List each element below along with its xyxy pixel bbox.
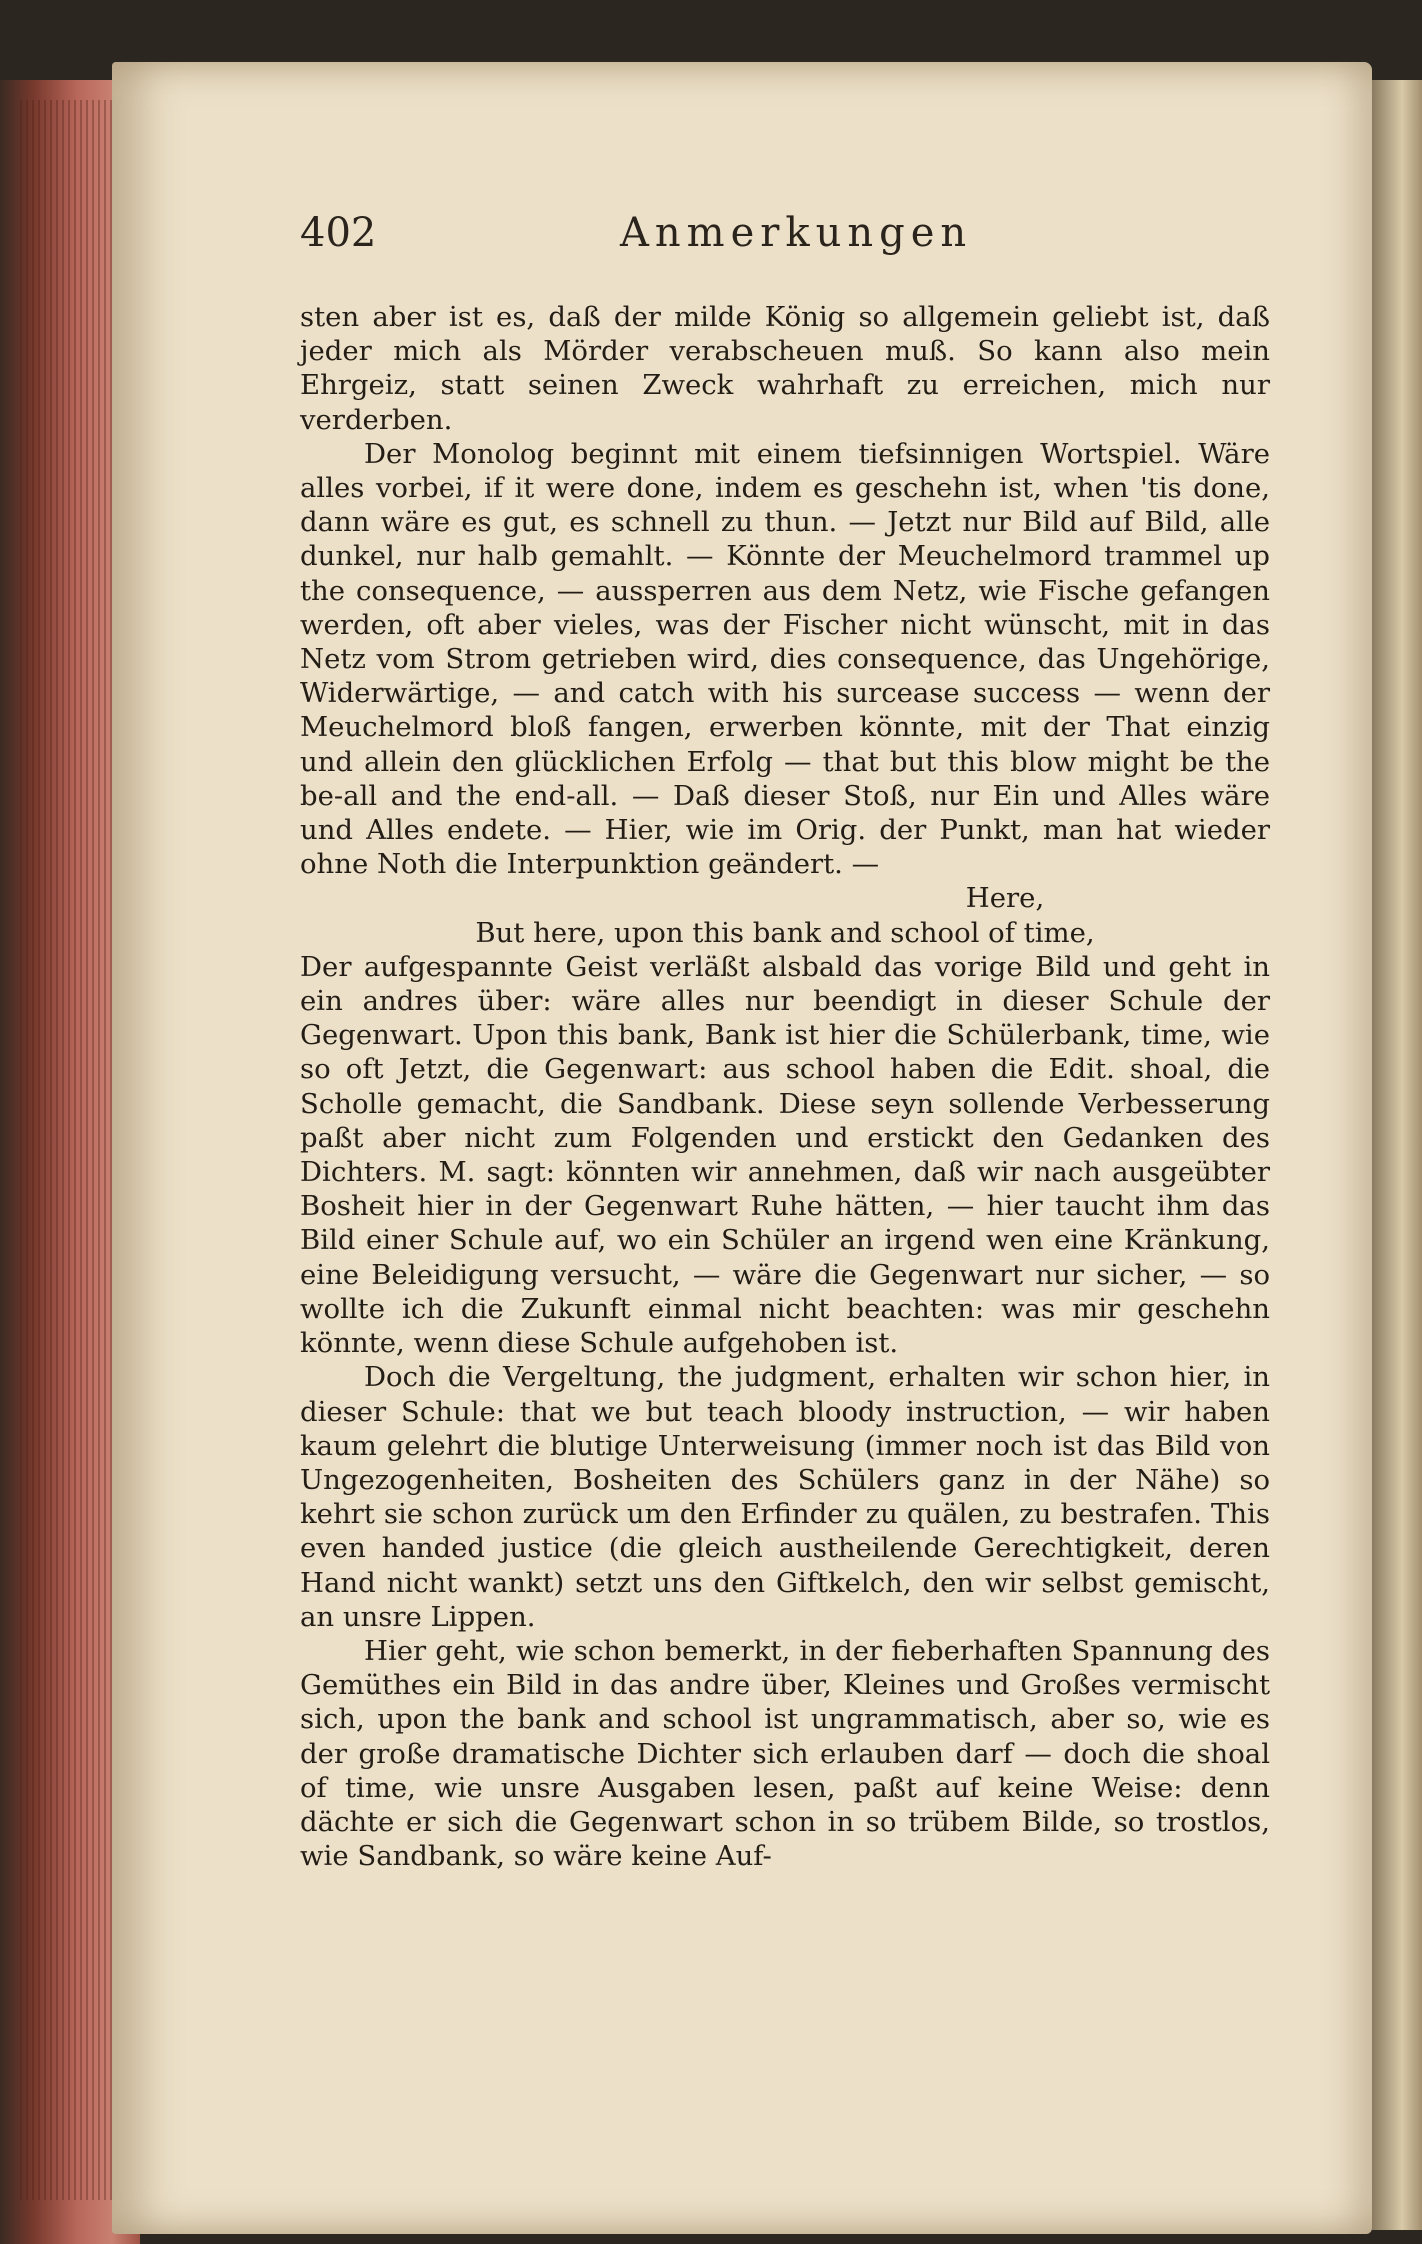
page-header bbox=[300, 210, 1260, 270]
running-title: Anmerkungen bbox=[620, 210, 973, 256]
paragraph-school: Der aufgespannte Geist verläßt alsbald das vorige Bild und geht in ein andres über: wäre alles nur beendigt in dieser Schule der Gegenwart. Upon this bank, Bank ist hier die Schülerbank, time, wie so oft Jetzt, die Gegenwart: aus school haben die Edit. shoal, die Scholle gemacht, die Sandbank. Diese seyn sollende Verbesserung paßt aber nicht zum Folgenden und erstickt den Gedanken des Dichters. M. sagt: könnten wir annehmen, daß wir nach ausgeübter Bosheit hier in der Gegenwart Ruhe hätten, — hier taucht ihm das Bild einer Schule auf, wo ein Schüler an irgend wen eine Kränkung, eine Beleidigung versucht, — wäre die Gegenwart nur sicher, — so wollte ich die Zukunft einmal nicht beachten: was mir geschehn könnte, wenn diese Schule aufgehoben ist. bbox=[300, 950, 1270, 1360]
page-body bbox=[300, 300, 1270, 1873]
paragraph-judgment: Doch die Vergeltung, the judgment, erhalten wir schon hier, in dieser Schule: that we but teach bloody instruction, — wir haben kaum gelehrt die blutige Unterweisung (immer noch ist das Bild von Ungezogenheiten, Bosheiten des Schülers ganz in der Nähe) so kehrt sie schon zurück um den Erfinder zu quälen, zu bestrafen. This even handed justice (die gleich austheilende Gerechtigkeit, deren Hand nicht wankt) setzt uns den Giftkelch, den wir selbst gemischt, an unsre Lippen. bbox=[300, 1361, 1270, 1633]
paragraph-continued: sten aber ist es, daß der milde König so allgemein geliebt ist, daß jeder mich als Mörder verabscheuen muß. So kann also mein Ehrgeiz, statt seinen Zweck wahrhaft zu erreichen, mich nur verderben. bbox=[300, 301, 1270, 436]
quote-line-bank: But here, upon this bank and school of time, bbox=[475, 916, 1095, 949]
facing-page-edge bbox=[1372, 80, 1422, 2230]
paragraph-shoal: Hier geht, wie schon bemerkt, in der fieberhaften Spannung des Gemüthes ein Bild in das andre über, Kleines und Großes vermischt sich, upon the bank and school ist ungrammatisch, aber so, wie es der große dramatische Dichter sich erlauben darf — doch die shoal of time, wie unsre Ausgaben lesen, paßt auf keine Weise: denn dächte er sich die Gegenwart schon in so trübem Bilde, so trostlos, wie Sandbank, so wäre keine Auf- bbox=[300, 1634, 1270, 1873]
page-number: 402 bbox=[300, 210, 377, 256]
paragraph-monolog: Der Monolog beginnt mit einem tiefsinnigen Wortspiel. Wäre alles vorbei, if it were done, indem es geschehn ist, when 'tis done, dann wäre es gut, es schnell zu thun. — Jetzt nur Bild auf Bild, alle dunkel, nur halb gemahlt. — Könnte der Meuchelmord trammel up the consequence, — aussperren aus dem Netz, wie Fische gefangen werden, oft aber vieles, was der Fischer nicht wünscht, mit in das Netz vom Strom getrieben wird, dies consequence, das Ungehörige, Widerwärtige, — and catch with his surcease success — wenn der Meuchelmord bloß fangen, erwerben könnte, mit der That einzig und allein den glücklichen Erfolg — that but this blow might be the be-all and the end-all. — Daß dieser Stoß, nur Ein und Alles wäre und Alles endete. — Hier, wie im Orig. der Punkt, man hat wieder ohne Noth die Interpunktion geändert. — bbox=[300, 437, 1270, 881]
quote-line-here: Here, bbox=[965, 882, 1045, 915]
